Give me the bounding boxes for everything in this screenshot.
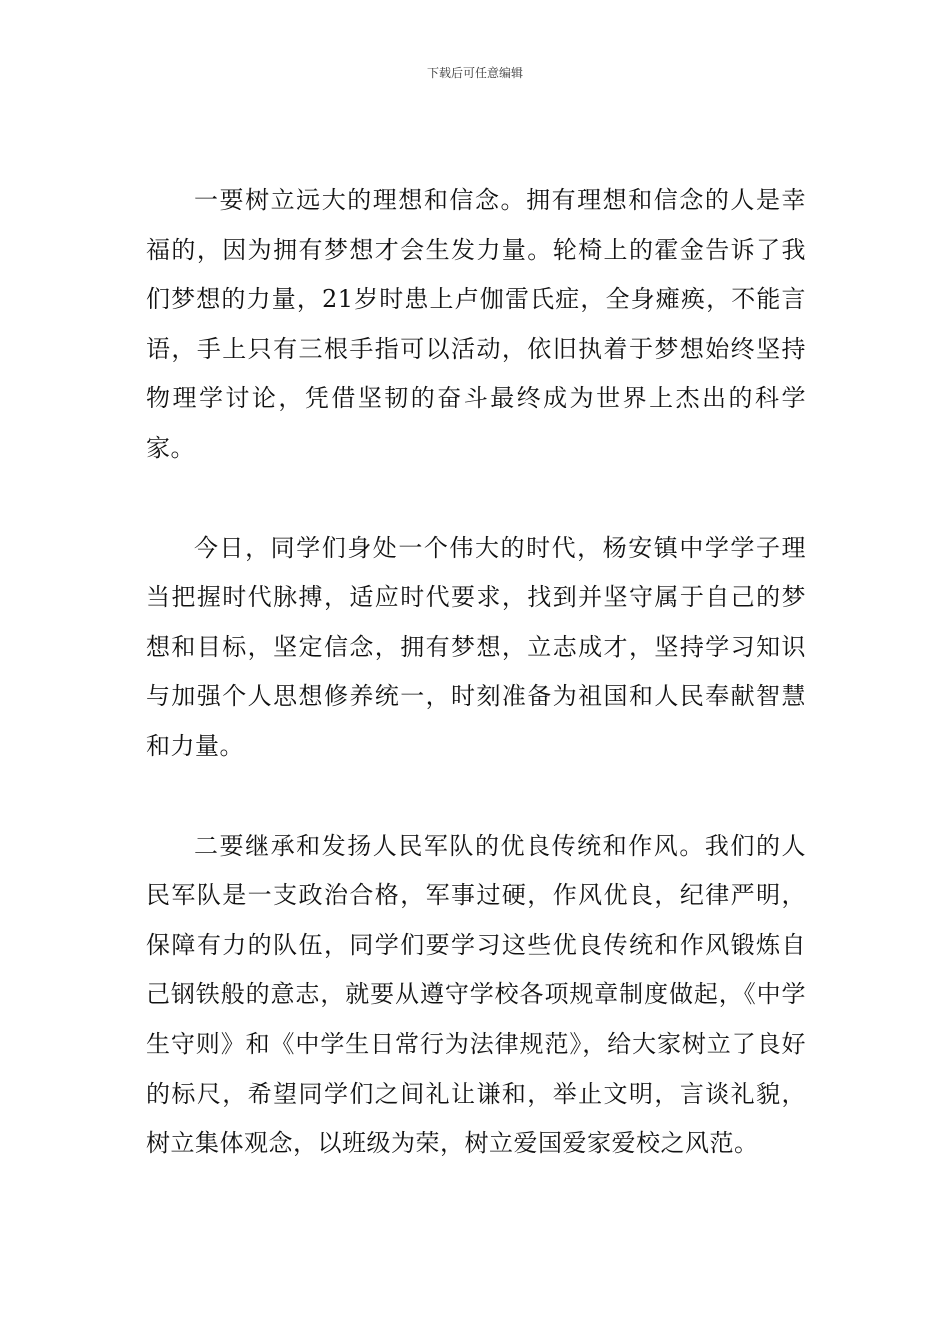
document-body [146, 176, 806, 1169]
paragraph-era: 今日，同学们身处一个伟大的时代，杨安镇中学学子理当把握时代脉搏，适应时代要求，找到并坚守属于自己的梦想和目标，坚定信念，拥有梦想，立志成才，坚持学习知识与加强个人思想修养统一，时刻准备为祖国和人民奉献智慧和力量。 [146, 533, 806, 760]
paragraph-ideals: 一要树立远大的理想和信念。拥有理想和信念的人是幸福的，因为拥有梦想才会生发力量。轮椅上的霍金告诉了我们梦想的力量，21岁时患上卢伽雷氏症，全身瘫痪，不能言语，手上只有三根手指可以活动，依旧执着于梦想始终坚持物理学讨论，凭借坚韧的奋斗最终成为世界上杰出的科学家。 [146, 186, 806, 462]
page-header-note: 下载后可任意编辑 [426, 66, 523, 80]
paragraph-tradition: 二要继承和发扬人民军队的优良传统和作风。我们的人民军队是一支政治合格，军事过硬，作风优良，纪律严明，保障有力的队伍，同学们要学习这些优良传统和作风锻炼自己钢铁般的意志，就要从遵守学校各项规章制度做起，《中学生守则》和《中学生日常行为法律规范》，给大家树立了良好的标尺，希望同学们之间礼让谦和，举止文明，言谈礼貌，树立集体观念，以班级为荣，树立爱国爱家爱校之风范。 [146, 831, 806, 1158]
